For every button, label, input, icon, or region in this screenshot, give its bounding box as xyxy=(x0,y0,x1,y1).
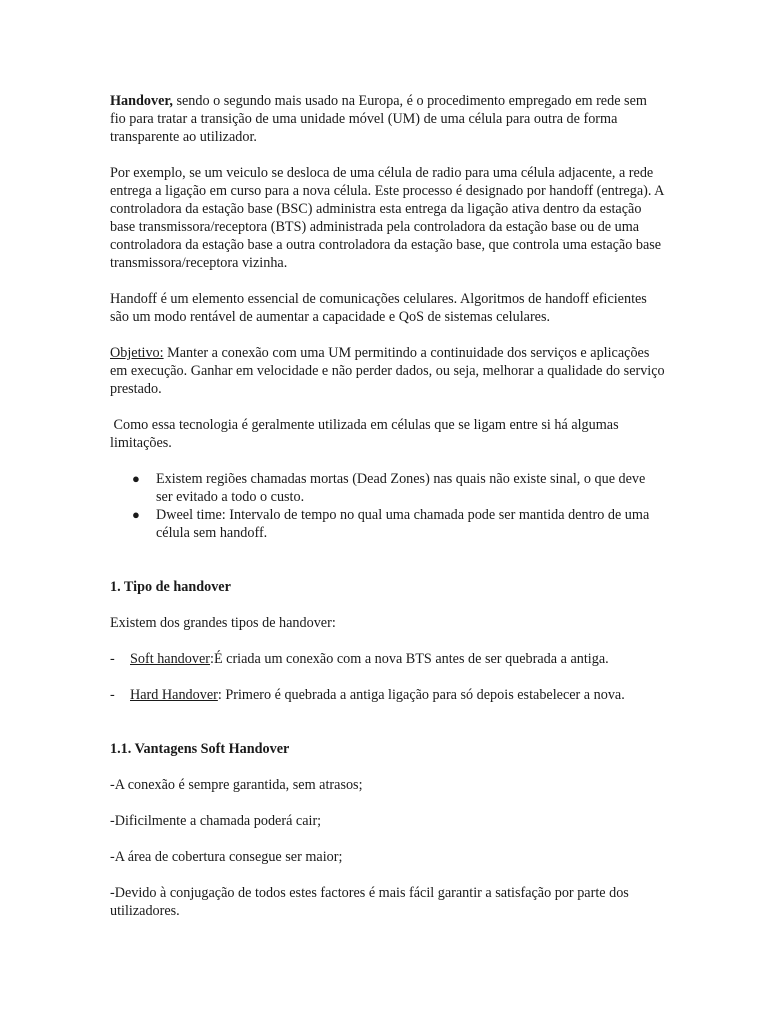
objective-paragraph xyxy=(110,344,665,398)
advantage-item: -Dificilmente a chamada poderá cair; xyxy=(110,813,322,829)
list-item xyxy=(110,506,665,542)
advantage-item: -Devido à conjugação de todos estes factores é mais fácil garantir a satisfação por parte dos utilizadores. xyxy=(110,885,629,919)
soft-handover-text: :É criada um conexão com a nova BTS antes de ser quebrada a antiga. xyxy=(210,651,609,667)
bullet-icon: ● xyxy=(132,507,140,522)
document-page xyxy=(110,92,665,938)
dash-marker: - xyxy=(110,651,115,667)
list-item-text: Existem regiões chamadas mortas (Dead Zones) nas quais não existe sinal, o que deve ser evitado a todo o custo. xyxy=(156,471,646,505)
advantage-item: -A conexão é sempre garantida, sem atrasos; xyxy=(110,777,363,793)
soft-handover-item xyxy=(110,650,665,668)
soft-handover-label: Soft handover xyxy=(130,651,210,667)
hard-handover-item xyxy=(110,686,665,704)
advantage-item: -A área de cobertura consegue ser maior; xyxy=(110,849,343,865)
list-item-text: Dweel time: Intervalo de tempo no qual uma chamada pode ser mantida dentro de uma célula sem handoff. xyxy=(156,507,650,541)
hard-handover-label: Hard Handover xyxy=(130,687,218,703)
objective-label: Objetivo: xyxy=(110,345,164,361)
handover-term: Handover, xyxy=(110,93,173,109)
handoff-paragraph: Handoff é um elemento essencial de comunicações celulares. Algoritmos de handoff eficientes são um modo rentável de aumentar a capacidade e QoS de sistemas celulares. xyxy=(110,291,647,325)
intro-paragraph xyxy=(110,92,665,146)
objective-text: Manter a conexão com uma UM permitindo a continuidade dos serviços e aplicações em execução. Ganhar em velocidade e não perder dados, ou seja, melhorar a qualidade do serviço prestado. xyxy=(110,345,665,397)
limitations-list xyxy=(110,470,665,542)
bullet-icon: ● xyxy=(132,471,140,486)
section-1-heading: 1. Tipo de handover xyxy=(110,579,231,595)
hard-handover-text: : Primero é quebrada a antiga ligação para só depois estabelecer a nova. xyxy=(217,687,625,703)
list-item xyxy=(110,470,665,506)
section-1-intro: Existem dos grandes tipos de handover: xyxy=(110,615,336,631)
section-1-1-heading: 1.1. Vantagens Soft Handover xyxy=(110,741,290,757)
limitations-paragraph: Como essa tecnologia é geralmente utilizada em células que se ligam entre si há algumas limitações. xyxy=(110,417,623,451)
dash-marker: - xyxy=(110,687,115,703)
intro-text: sendo o segundo mais usado na Europa, é o procedimento empregado em rede sem fio para tratar a transição de uma unidade móvel (UM) de uma célula para outra de forma transparente ao utilizador. xyxy=(110,93,647,145)
example-paragraph: Por exemplo, se um veiculo se desloca de uma célula de radio para uma célula adjacente, a rede entrega a ligação em curso para a nova célula. Este processo é designado por handoff (entrega). A controladora da estação base (BSC) administra esta entrega da ligação ativa dentro da estação base transmissora/receptora (BTS) administrada pela controladora da estação base ou de uma controladora da estação base a outra controladora da estação base, que controla uma estação base transmissora/receptora vizinha. xyxy=(110,165,664,271)
